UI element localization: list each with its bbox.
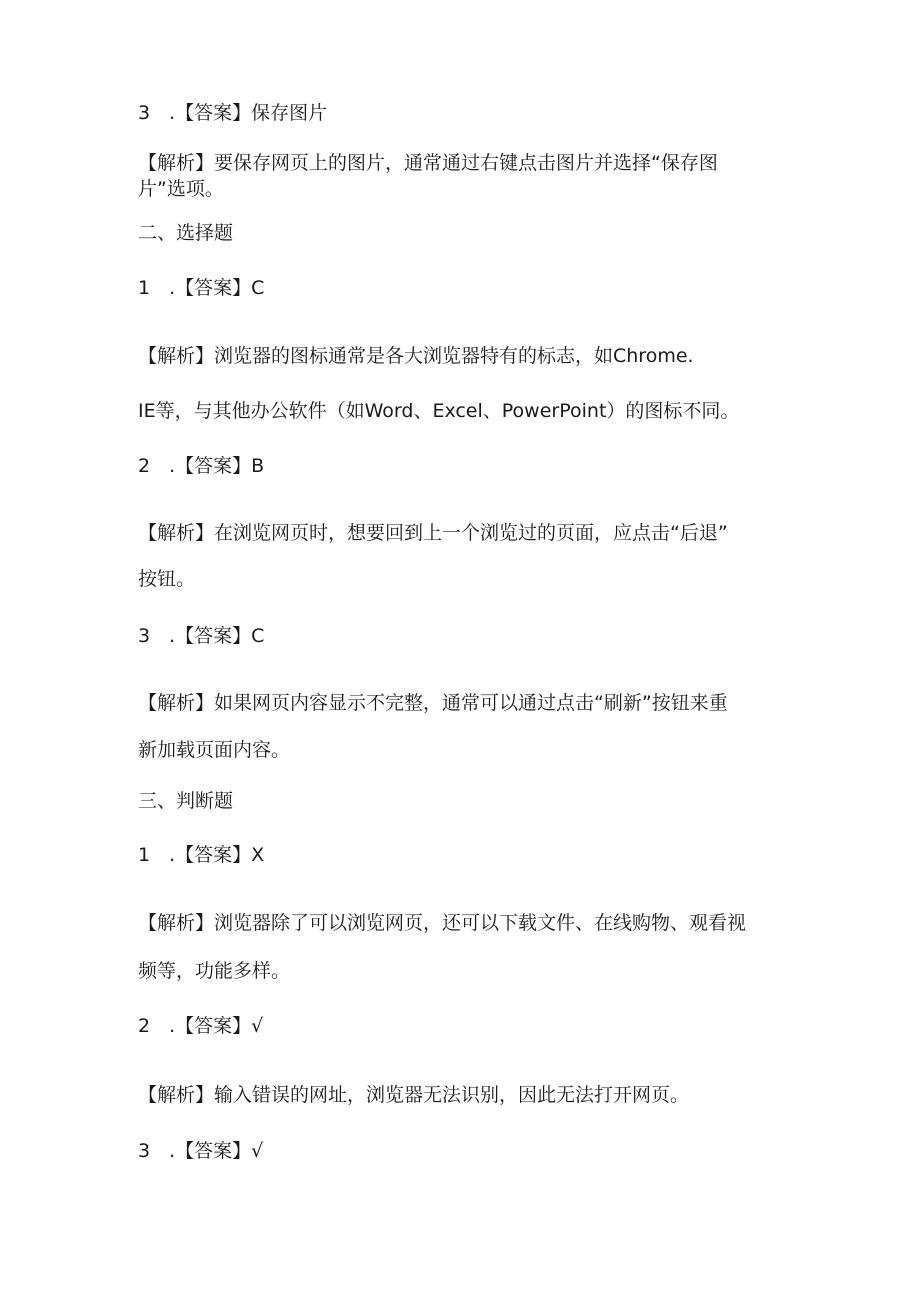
section-heading: 二、选择题	[138, 222, 234, 244]
explanation-line: 片”选项。	[138, 178, 224, 200]
answer-line: 3 .【答案】保存图片	[138, 102, 328, 124]
explanation-line: IE等，与其他办公软件（如Word、Excel、PowerPoint）的图标不同。	[138, 400, 740, 422]
answer-line: 2 .【答案】√	[138, 1015, 264, 1037]
explanation-line: 【解析】输入错误的网址，浏览器无法识别，因此无法打开网页。	[138, 1084, 690, 1106]
explanation-line: 【解析】浏览器除了可以浏览网页，还可以下载文件、在线购物、观看视	[138, 912, 747, 934]
answer-line: 1 .【答案】X	[138, 844, 265, 866]
answer-line: 3 .【答案】C	[138, 625, 265, 647]
explanation-line: 按钮。	[138, 568, 196, 590]
explanation-line: 【解析】要保存网页上的图片，通常通过右键点击图片并选择“保存图	[138, 152, 718, 174]
answer-line: 3 .【答案】√	[138, 1140, 264, 1162]
answer-line: 1 .【答案】C	[138, 277, 265, 299]
explanation-line: 新加载页面内容。	[138, 739, 291, 761]
explanation-line: 【解析】在浏览网页时，想要回到上一个浏览过的页面，应点击“后退”	[138, 522, 728, 544]
section-heading: 三、判断题	[138, 790, 234, 812]
explanation-line: 【解析】浏览器的图标通常是各大浏览器特有的标志，如Chrome.	[138, 345, 694, 367]
explanation-line: 频等，功能多样。	[138, 960, 291, 982]
answer-line: 2 .【答案】B	[138, 455, 265, 477]
explanation-line: 【解析】如果网页内容显示不完整，通常可以通过点击“刷新”按钮来重	[138, 692, 728, 714]
